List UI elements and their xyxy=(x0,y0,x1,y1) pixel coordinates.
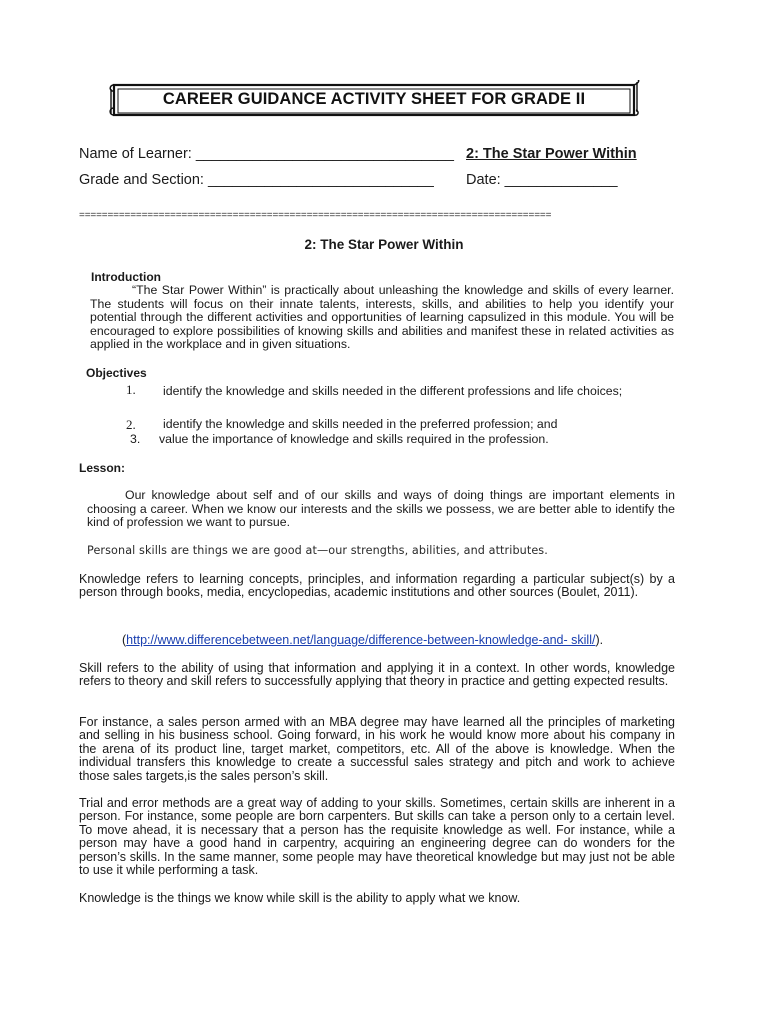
introduction-heading: Introduction xyxy=(91,270,161,284)
reference-link-line xyxy=(122,633,603,647)
lesson-heading: Lesson: xyxy=(79,461,126,475)
sales-example: For instance, a sales person armed with an MBA degree may have learned all the principles of marketing and selling in his business school. Going forward, in his work he would know more about his company in the arena of its product line, target market, competitors, etc. All of the above is knowledge. When the individual transfers this knowledge to create a successful sales strategy and pitch and work to achieve those sales targets,is the sales person’s skill. xyxy=(79,715,675,783)
page-title: CAREER GUIDANCE ACTIVITY SHEET FOR GRADE II xyxy=(162,90,586,108)
knowledge-definition: Knowledge refers to learning concepts, principles, and information regarding a particular subject(s) by a person through books, media, encyclopedias, academic institutions and other sources (Boulet, 2011). xyxy=(79,572,675,600)
section-title: 2: The Star Power Within xyxy=(304,237,464,252)
paren-open: ( xyxy=(122,633,127,647)
personal-skills-note: Personal skills are things we are good at—our strengths, abilities, and attributes. xyxy=(87,544,548,557)
grade-section-field: Grade and Section: ____________________________ xyxy=(79,172,434,188)
learner-name-field: Name of Learner: ________________________________ xyxy=(79,146,454,162)
objectives-heading: Objectives xyxy=(86,366,147,380)
objective-item: identify the knowledge and skills needed in the preferred profession; and xyxy=(163,417,558,431)
trial-error-paragraph: Trial and error methods are a great way of adding to your skills. Sometimes, certain skills are inherent in a person. For instance, some people are born carpenters. But skills can take a person only to a certain level. To move ahead, it is necessary that a person has the requisite knowledge as well. For instance, while a person may have a good hand in carpentry, acquiring an engineering degree can do wonders for the person’s skills. In the same manner, some people may have theoretical knowledge but may just not be able to use it while performing a task. xyxy=(79,796,675,878)
date-field: Date: ______________ xyxy=(466,172,618,188)
divider-line: =================================================================================== xyxy=(79,210,552,221)
objective-item: value the importance of knowledge and skills required in the profession. xyxy=(159,432,549,446)
introduction-text: “The Star Power Within” is practically about unleashing the knowledge and skills of every learner. The students will focus on their innate talents, interests, skills, and abilities to help you identify your potential through the different activities and opportunities of learning capsulized in this module. You will be encouraged to explore possibilities of knowing skills and abilities and manifest these in related activities as applied in the workplace and in given situations. xyxy=(90,283,674,352)
knowledge-skill-summary: Knowledge is the things we know while skill is the ability to apply what we know. xyxy=(79,891,521,905)
objective-number: 3. xyxy=(130,432,141,446)
lesson-intro: Our knowledge about self and of our skills and ways of doing things are important elements in choosing a career. When we know our interests and the skills we possess, we are better able to identify the kind of profession we want to pursue. xyxy=(87,488,675,530)
reference-link[interactable]: http://www.differencebetween.net/language/difference-between-knowledge-and- skill/ xyxy=(126,633,596,647)
objective-number: 1. xyxy=(126,382,136,397)
skill-definition: Skill refers to the ability of using that information and applying it in a context. In other words, knowledge refers to theory and skill refers to successfully applying that theory in practice and getting expected results. xyxy=(79,661,675,689)
title-banner xyxy=(108,80,640,120)
topic-label: 2: The Star Power Within xyxy=(466,146,637,162)
objective-number: 2. xyxy=(126,417,136,432)
objective-item: identify the knowledge and skills needed in the different professions and life choices; xyxy=(163,384,623,398)
paren-close: ). xyxy=(595,633,604,647)
